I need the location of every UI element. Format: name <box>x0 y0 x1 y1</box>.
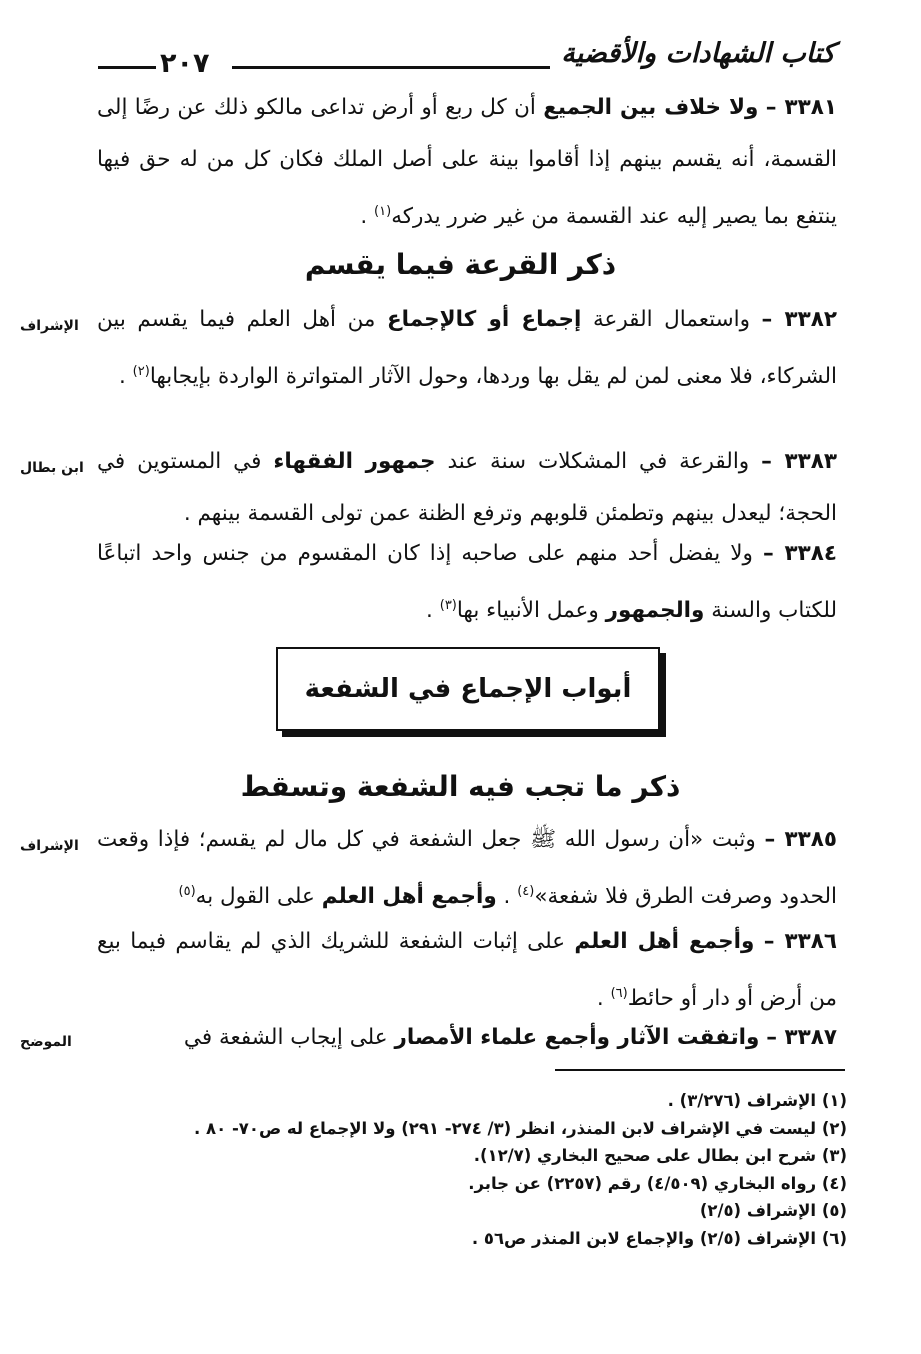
paragraph-text: أن كل ربع أو أرض تداعى مالكو ذلك عن رضًا إلى القسمة، أنه يقسم بينهم إذا أقاموا بينة على أصل الملك فكان كل من له حق فيها ينتفع بما يصير إليه عند القسمة من غير ضرر يدركه <box>97 95 837 230</box>
paragraph-3387 <box>97 1012 837 1064</box>
bold-phrase: وأجمع أهل العلم <box>321 884 497 910</box>
paragraph-3381 <box>97 82 837 243</box>
paragraph-number: ٣٣٨١ – <box>765 95 837 120</box>
paragraph-3383 <box>97 436 837 540</box>
paragraph-text: في المستوين في الحجة؛ ليعدل بينهم وتطمئن قلوبهم وترفع الظنة عمن تولى القسمة بينهم . <box>97 449 837 526</box>
paragraph-text: وثبت «أن رسول الله ﷺ جعل الشفعة في كل مال لم يقسم؛ فإذا وقعت الحدود وصرفت الطرق فلا شفعة» <box>97 827 837 910</box>
bold-phrase: والجمهور <box>605 598 705 624</box>
footnote-3: (٣) شرح ابن بطال على صحيح البخاري (١٢/٧). <box>473 1146 847 1165</box>
margin-source-note: الإشراف <box>20 318 79 334</box>
paragraph-text: على القول به <box>195 884 315 910</box>
paragraph-end: . <box>360 204 368 230</box>
footnote-6: (٦) الإشراف (٢/٥) والإجماع لابن المنذر ص٥٦ . <box>471 1228 847 1248</box>
paragraph-number: ٣٣٨٧ – <box>766 1025 837 1050</box>
paragraph-text: على إثبات الشفعة للشريك الذي لم يقاسم فيما بيع من أرض أو دار أو حائط <box>97 929 837 1012</box>
section-heading-preemption: ذكر ما تجب فيه الشفعة وتسقط <box>240 770 681 803</box>
bold-phrase: واتفقت الآثار وأجمع علماء الأمصار <box>394 1025 760 1050</box>
paragraph-number: ٣٣٨٣ – <box>761 449 837 474</box>
bold-phrase: ولا خلاف بين الجميع <box>543 95 759 120</box>
footnote-ref: (٢) <box>132 364 150 379</box>
footnote-4: (٤) رواه البخاري (٤/٥٠٩) رقم (٢٢٥٧) عن جابر. <box>468 1173 847 1193</box>
paragraph-end: . <box>118 364 126 390</box>
footnote-ref: (١) <box>374 204 392 219</box>
footnotes <box>87 1087 847 1252</box>
margin-source-note: ابن بطال <box>20 460 84 476</box>
paragraph-number: ٣٣٨٦ – <box>763 929 837 954</box>
footnote-ref: (٦) <box>610 986 628 1001</box>
paragraph-text: واستعمال القرعة <box>592 307 750 332</box>
chapter-title-box <box>276 647 660 731</box>
footnote-1: (١) الإشراف (٣/٢٧٦) . <box>667 1091 847 1110</box>
paragraph-3385 <box>97 814 837 923</box>
margin-source-note: الإشراف <box>20 838 79 854</box>
paragraph-3384 <box>97 528 837 637</box>
bold-phrase: إجماع أو كالإجماع <box>387 307 582 332</box>
paragraph-3386 <box>97 916 837 1025</box>
footnote-2: (٢) ليست في الإشراف لابن المنذر، انظر (٣/ ٢٧٤- ٢٩١) ولا الإجماع له ص٧٠- ٨٠ . <box>194 1118 847 1138</box>
paragraph-text: على إيجاب الشفعة في <box>183 1025 388 1050</box>
paragraph-number: ٣٣٨٤ – <box>763 541 837 566</box>
header-rule-short <box>98 66 156 69</box>
paragraph-text: والقرعة في المشكلات سنة عند <box>447 449 750 474</box>
footnote-5: (٥) الإشراف (٢/٥) <box>699 1201 847 1220</box>
section-heading-lot: ذكر القرعة فيما يقسم <box>304 248 617 281</box>
paragraph-end: . <box>596 986 604 1012</box>
paragraph-text: ولا يفضل أحد منهم على صاحبه إذا كان المقسوم من جنس واحد اتباعًا للكتاب والسنة <box>97 541 837 624</box>
footnote-ref: (٥) <box>178 884 196 899</box>
page-number: ٢٠٧ <box>160 48 210 79</box>
paragraph-text: وعمل الأنبياء بها <box>456 598 599 624</box>
footnote-ref: (٤) <box>517 884 535 899</box>
paragraph-number: ٣٣٨٢ – <box>761 307 837 332</box>
chapter-title: أبواب الإجماع في الشفعة <box>304 674 632 704</box>
bold-phrase: وأجمع أهل العلم <box>574 929 755 954</box>
bold-phrase: جمهور الفقهاء <box>273 449 436 474</box>
paragraph-text: من أهل العلم فيما يقسم بين الشركاء، فلا معنى لمن لم يقل بها وردها، وحول الآثار المتواترة الواردة بإيجابها <box>97 307 837 390</box>
paragraph-end: . <box>426 598 433 624</box>
paragraph-punct: . <box>503 884 511 910</box>
footnote-rule <box>555 1069 845 1071</box>
paragraph-3382 <box>97 294 837 403</box>
footnote-ref: (٣) <box>439 598 457 613</box>
running-header-title: كتاب الشهادات والأقضية <box>561 38 835 69</box>
margin-source-note: الموضح <box>20 1034 72 1050</box>
header-rule <box>232 66 550 69</box>
paragraph-number: ٣٣٨٥ – <box>764 827 837 852</box>
